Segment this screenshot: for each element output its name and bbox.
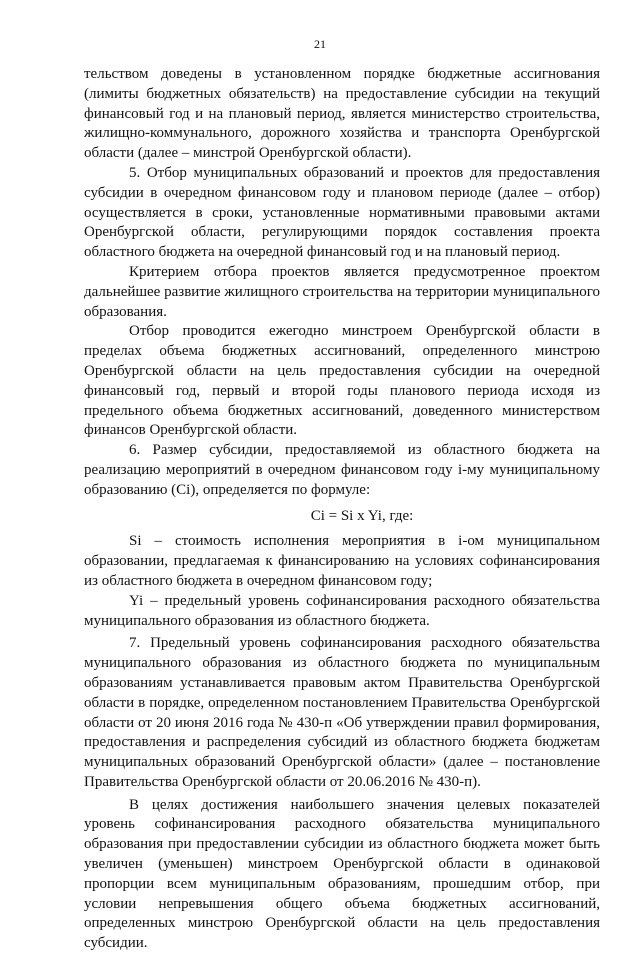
paragraph-item-5: 5. Отбор муниципальных образований и проектов для предоставления субсидии в очередном финансовом году и плановом периоде (далее – отбор) осуществляется в сроки, установленные нормативными правовыми актами Оренбургской области, регулирующими порядок составления проекта областного бюджета на очередной финансовый год и на плановый период.: [84, 164, 600, 261]
paragraph-selection-procedure: Отбор проводится ежегодно минстроем Оренбургской области в пределах объема бюджетных ассигнований, определенного минстрою Оренбургской области на цель предоставления субсидии на очередной финансовый год, первый и второй годы планового периода исходя из предельного объема бюджетных ассигнований, доведенного министерством финансов Оренбургской области.: [84, 323, 600, 439]
paragraph-cofinancing-adjustment: В целях достижения наибольшего значения целевых показателей уровень софинансирования расходного обязательства муниципального образования при предоставлении субсидии из областного бюджета может быть увеличен (уменьшен) минстроем Оренбургской области в одинаковой пропорции всем муниципальным образованиям, прошедшим отбор, при условии непревышения общего объема бюджетных ассигнований, определенных минстрою Оренбургской области на цель предоставления субсидии.: [84, 796, 600, 952]
definition-yi: Yi – предельный уровень софинансирования расходного обязательства муниципального образования из областного бюджета.: [84, 592, 600, 629]
subsidy-formula: Ci = Si x Yi, где:: [310, 507, 414, 524]
document-body: [84, 65, 600, 954]
definition-si: Si – стоимость исполнения мероприятия в i-ом муниципальном образовании, предлагаемая к финансированию на условиях софинансирования из областного бюджета в очередном финансовом году;: [84, 533, 600, 589]
paragraph-selection-criterion: Критерием отбора проектов является предусмотренное проектом дальнейшее развитие жилищного строительства на территории муниципального образования.: [84, 263, 600, 320]
paragraph-item-6: 6. Размер субсидии, предоставляемой из областного бюджета на реализацию мероприятий в очередном финансовом году i-му муниципальному образованию (Ci), определяется по формуле:: [84, 442, 600, 498]
page-number: 21: [314, 37, 326, 51]
paragraph-continuation: тельством доведены в установленном порядке бюджетные ассигнования (лимиты бюджетных обязательств) на предоставление субсидии на текущий финансовый год и на плановый период, является министерство строительства, жилищно-коммунального, дорожного хозяйства и транспорта Оренбургской области (далее – минстрой Оренбургской области).: [84, 66, 600, 162]
paragraph-item-7: 7. Предельный уровень софинансирования расходного обязательства муниципального образования из областного бюджета по муниципальным образованиям устанавливается правовым актом Правительства Оренбургской области в порядке, определенном постановлением Правительства Оренбургской области от 20 июня 2016 года № 430-п «Об утверждении правил формирования, предоставления и распределения субсидий из областного бюджета бюджетам муниципальных образований Оренбургской области» (далее – постановление Правительства Оренбургской области от 20.06.2016 № 430-п).: [84, 635, 600, 790]
